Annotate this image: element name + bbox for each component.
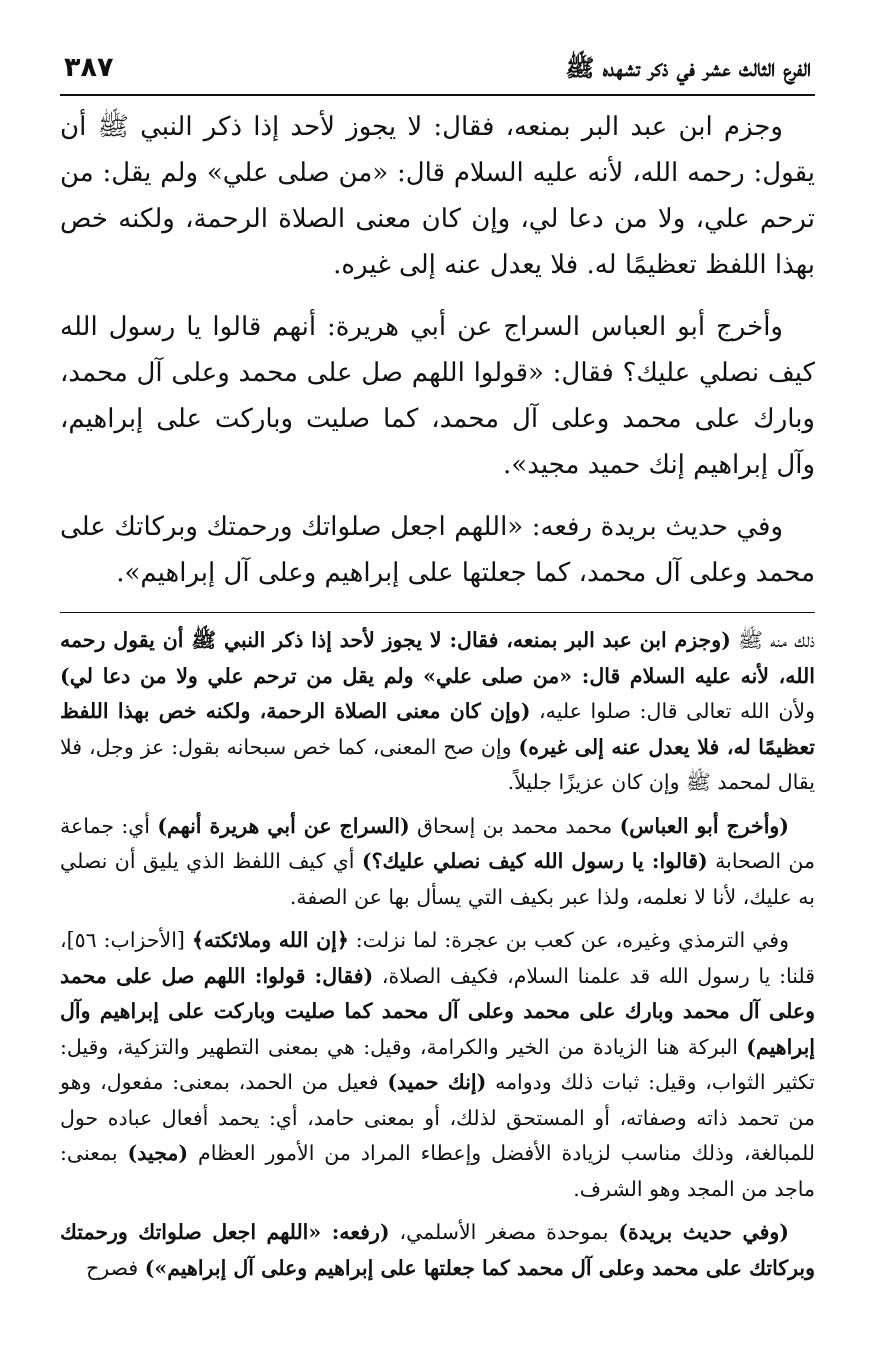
commentary-text: [الأحزاب: ٥٦]، قلنا: يا رسول الله قد علمنا السلام، فكيف الصلاة، [60, 928, 815, 988]
bold-quoted-text: (السراج عن أبي هريرة أنهم) [157, 813, 410, 838]
bold-quoted-text: (وجزم ابن عبد البر بمنعه، فقال: لا يجوز لأحد إذا ذكر النبي ﷺ أن يقول رحمه الله، لأنه عليه السلام قال: «من صلى علي» ولم يقل من ترحم علي ولا من دعا لي) [60, 628, 815, 688]
bold-quoted-text: (إنك حميد) [387, 1070, 487, 1094]
bold-quoted-text: (وإن كان معنى الصلاة الرحمة، ولكنه خص بهذا اللفظ تعظيمًا له، فلا يعدل عنه إلى غيره) [60, 699, 815, 759]
bold-quoted-text: (مجيد) [127, 1141, 189, 1165]
commentary-text: ولأن الله تعالى قال: صلوا عليه، [530, 699, 815, 723]
commentary-text: أي كيف اللفظ الذي يليق أن نصلي به عليك، لأنا لا نعلمه، ولذا عبر بكيف التي يسأل بها عن الصفة. [60, 849, 815, 909]
commentary-paragraph [60, 923, 815, 1207]
commentary-text: وفي الترمذي وغيره، عن كعب بن عجرة: لما نزلت: [348, 928, 789, 952]
running-header [60, 52, 815, 96]
commentary-text: البركة هنا الزيادة من الخير والكرامة، وقيل: هي بمعنى التطهير والتزكية، وقيل: تكثير الثواب، وقيل: ثبات ذلك ودوامه [60, 1034, 816, 1094]
bold-quoted-text: (رفعه: «اللهم اجعل صلواتك ورحمتك وبركاتك على محمد وعلى آل محمد كما جعلتها على إبراهيم وعلى آل إبراهيم») [60, 1220, 815, 1280]
commentary-text: فصرح [86, 1255, 145, 1280]
chapter-title: الفرع الثالث عشر في ذكر تشهده ﷺ [565, 53, 811, 82]
commentary-paragraph [60, 1215, 815, 1286]
bold-quoted-text: (قالوا: يا رسول الله كيف نصلي عليك؟) [361, 849, 708, 873]
commentary-text: بمعنى: ماجد من المجد وهو الشرف. [60, 1141, 815, 1201]
commentary-text: أي: جماعة من الصحابة [60, 813, 816, 873]
commentary-text: بموحدة مصغر الأسلمي، [389, 1220, 619, 1244]
commentary-text: محمد محمد بن إسحاق [409, 813, 620, 838]
main-paragraph: وفي حديث بريدة رفعه: «اللهم اجعل صلواتك ورحمتك وبركاتك على محمد وعلى آل محمد، كما جعلتها على إبراهيم وعلى آل إبراهيم». [60, 512, 815, 588]
commentary [60, 623, 815, 1286]
main-paragraph: وأخرج أبو العباس السراج عن أبي هريرة: أنهم قالوا يا رسول الله كيف نصلي عليك؟ فقال: «قولوا اللهم صل على محمد وعلى آل محمد، وبارك على محمد وعلى آل محمد، كما صليت وباركت على إبراهيم، وآل إبراهيم إنك حميد مجيد». [60, 312, 815, 480]
commentary-text: فعيل من الحمد، بمعنى: مفعول، وهو من تحمد ذاته وصفاته، أو المستحق لذلك، أو بمعنى حامد، أي: يحمد أفعال عباده حول للمبالغة، وذلك مناسب لزيادة الأفضل وإعطاء المراد من الأمور العظام [60, 1070, 815, 1165]
bold-quoted-text: (وفي حديث بريدة) [618, 1220, 790, 1244]
bold-quoted-text: (فقال: قولوا: اللهم صل على محمد وعلى آل محمد وبارك على محمد وعلى آل محمد كما صليت وباركت على إبراهيم وآل إبراهيم) [60, 963, 815, 1059]
book-page [60, 52, 815, 1360]
main-text [60, 104, 815, 596]
commentary-paragraph [60, 623, 815, 801]
bold-quoted-text: ﴿إن الله وملائكته﴾ [191, 928, 349, 952]
commentary-text: ذلك منه ﷺ [730, 628, 815, 652]
page-number: ٣٨٧ [64, 52, 114, 83]
commentary-paragraph [60, 809, 815, 916]
commentary-text: وإن صح المعنى، كما خص سبحانه بقول: عز وجل، فلا يقال لمحمد ﷺ وإن كان عزيزًا جليلاً. [60, 734, 815, 794]
commentary-divider [60, 612, 815, 613]
bold-quoted-text: (وأخرج أبو العباس) [619, 813, 789, 838]
main-paragraph: وجزم ابن عبد البر بمنعه، فقال: لا يجوز لأحد إذا ذكر النبي ﷺ أن يقول: رحمه الله، لأنه عليه السلام قال: «من صلى علي» ولم يقل: من ترحم علي، ولا من دعا لي، وإن كان معنى الصلاة الرحمة، ولكنه خص بهذا اللفظ تعظيمًا له. فلا يعدل عنه إلى غيره. [60, 112, 815, 280]
